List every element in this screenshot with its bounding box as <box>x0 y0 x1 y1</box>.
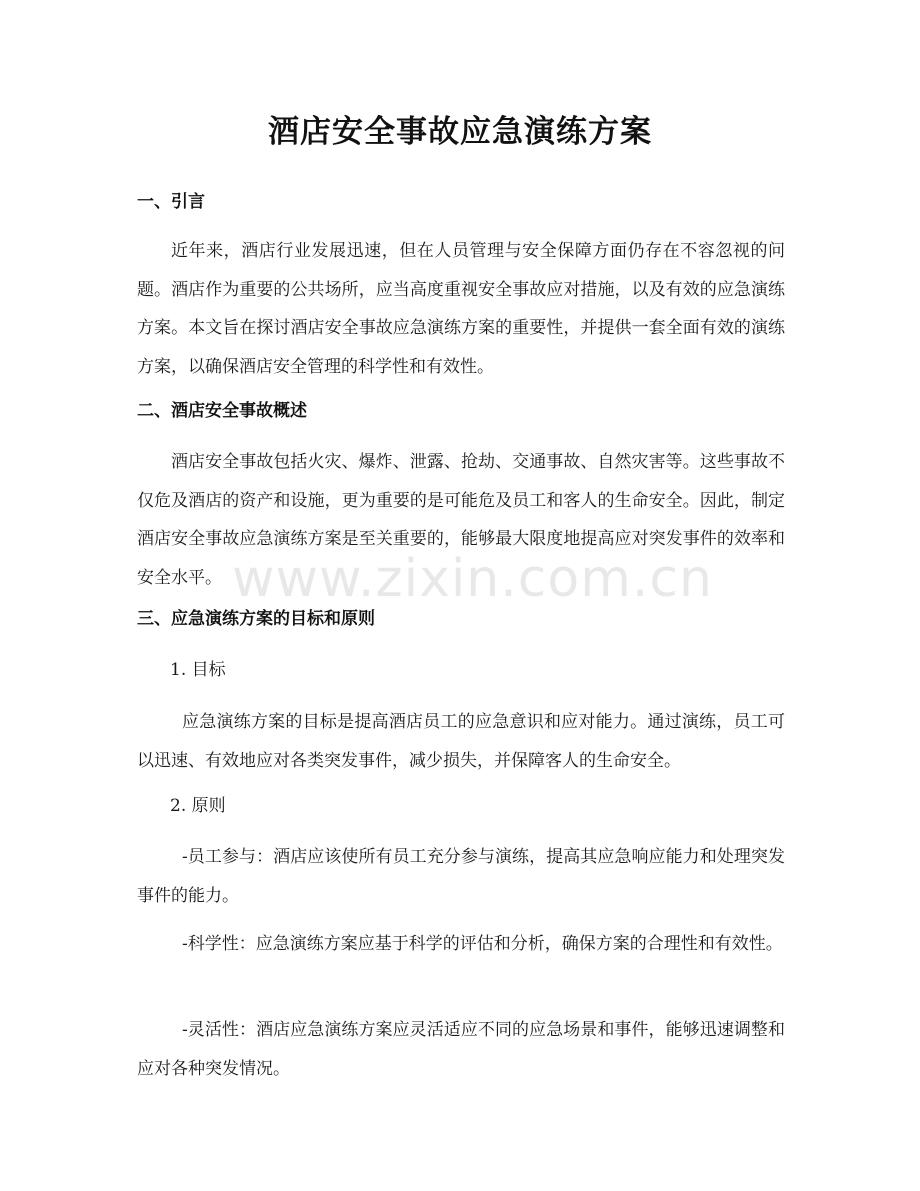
section-heading-overview: 二、酒店安全事故概述 <box>137 401 307 421</box>
principle-item-flexibility: -灵活性：酒店应急演练方案应灵活适应不同的应急场景和事件，能够迅速调整和应对各种突发情况。 <box>137 1020 785 1079</box>
principle-item-staff-participation: -员工参与：酒店应该使所有员工充分参与演练，提高其应急响应能力和处理突发事件的能力。 <box>137 847 785 906</box>
paragraph-goal: 应急演练方案的目标是提高酒店员工的应急意识和应对能力。通过演练，员工可以迅速、有效地应对各类突发事件，减少损失，并保障客人的生命安全。 <box>137 712 785 771</box>
document-title: 酒店安全事故应急演练方案 <box>268 114 652 150</box>
paragraph-introduction: 近年来，酒店行业发展迅速，但在人员管理与安全保障方面仍存在不容忽视的问题。酒店作为重要的公共场所，应当高度重视安全事故应对措施，以及有效的应急演练方案。本文旨在探讨酒店安全事故应急演练方案的重要性，并提供一套全面有效的演练方案，以确保酒店安全管理的科学性和有效性。 <box>137 241 785 377</box>
section-heading-introduction: 一、引言 <box>137 192 205 212</box>
subsection-label-principles: 2. 原则 <box>170 796 226 816</box>
subsection-label-goal: 1. 目标 <box>170 660 226 680</box>
principle-item-scientific: -科学性：应急演练方案应基于科学的评估和分析，确保方案的合理性和有效性。 <box>182 934 783 954</box>
section-heading-goals-principles: 三、应急演练方案的目标和原则 <box>137 609 375 629</box>
paragraph-overview: 酒店安全事故包括火灾、爆炸、泄露、抢劫、交通事故、自然灾害等。这些事故不仅危及酒店的资产和设施，更为重要的是可能危及员工和客人的生命安全。因此，制定酒店安全事故应急演练方案是至关重要的，能够最大限度地提高应对突发事件的效率和安全水平。 <box>137 452 785 588</box>
watermark: www.zixin.com.cn <box>232 549 713 609</box>
